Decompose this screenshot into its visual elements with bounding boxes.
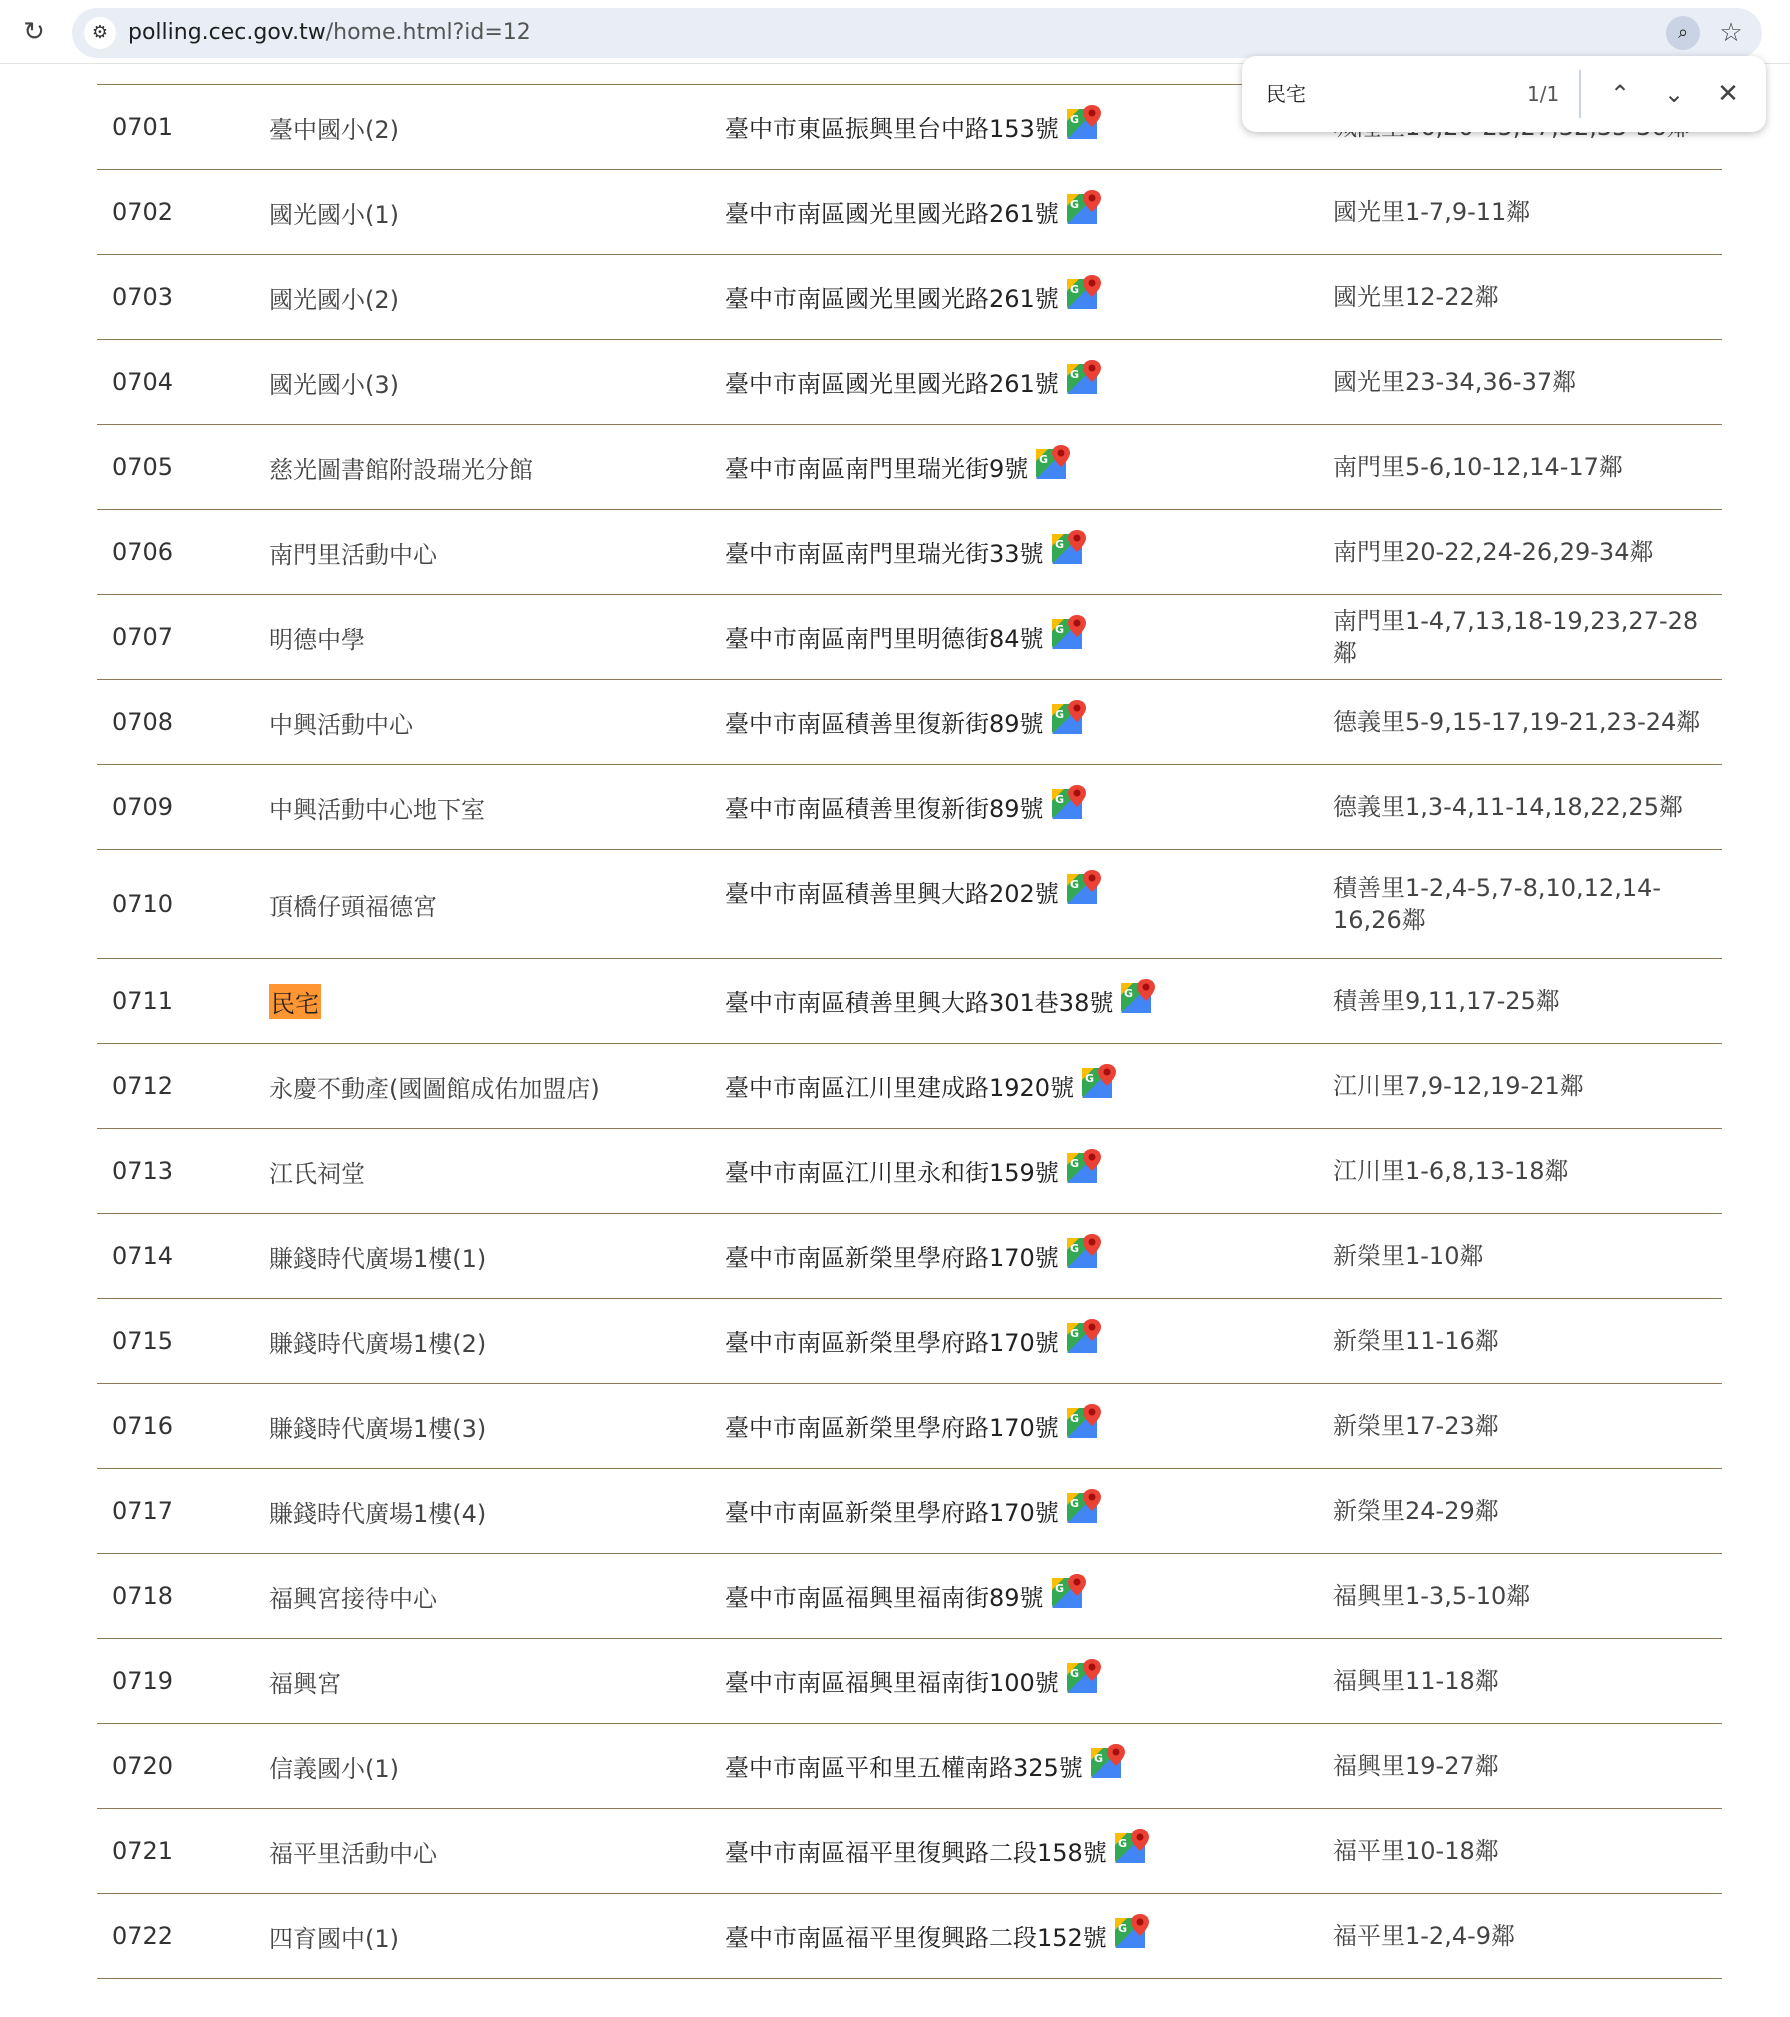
station-name <box>269 510 719 594</box>
station-address-text: 臺中市南區南門里明德街84號 <box>725 625 1044 653</box>
station-number: 0702 <box>112 198 174 226</box>
station-address <box>725 1214 1325 1298</box>
station-coverage: 江川里1-6,8,13-18鄰 <box>1333 1157 1569 1185</box>
station-address <box>725 1044 1325 1128</box>
station-number: 0703 <box>112 283 174 311</box>
station-name <box>269 1384 719 1468</box>
station-name-text: 賺錢時代廣場1樓(3) <box>269 1414 487 1443</box>
station-name <box>269 1894 719 1978</box>
station-coverage: 福興里1-3,5-10鄰 <box>1333 1582 1531 1610</box>
station-name <box>269 425 719 509</box>
svg-text:G: G <box>1117 1922 1127 1935</box>
station-number: 0709 <box>112 793 174 821</box>
station-address <box>725 1724 1325 1808</box>
station-name-text: 賺錢時代廣場1樓(4) <box>269 1499 487 1528</box>
station-name-text: 四育國中(1) <box>269 1924 399 1953</box>
table-row <box>97 1724 1722 1809</box>
google-maps-icon[interactable] <box>1050 783 1088 821</box>
station-name-text: 福平里活動中心 <box>269 1839 437 1868</box>
station-number: 0711 <box>112 987 174 1015</box>
station-name-text: 福興宮接待中心 <box>269 1584 437 1613</box>
station-address-text: 臺中市南區新榮里學府路170號 <box>725 1329 1059 1357</box>
station-number: 0715 <box>112 1327 174 1355</box>
station-coverage: 新榮里24-29鄰 <box>1333 1497 1499 1525</box>
svg-text:G: G <box>1069 1242 1079 1255</box>
chevron-up-icon: ⌃ <box>1609 80 1631 108</box>
station-address-text: 臺中市南區南門里瑞光街9號 <box>725 455 1029 483</box>
station-number: 0710 <box>112 890 174 918</box>
station-address-text: 臺中市南區新榮里學府路170號 <box>725 1499 1059 1527</box>
google-maps-icon[interactable] <box>1065 1147 1103 1185</box>
svg-text:G: G <box>1093 1752 1103 1765</box>
table-row <box>97 1894 1722 1979</box>
find-highlight: 民宅 <box>269 984 321 1019</box>
table-row <box>97 680 1722 765</box>
station-address <box>725 255 1325 339</box>
svg-text:G: G <box>1054 538 1064 551</box>
station-name-text: 賺錢時代廣場1樓(2) <box>269 1329 487 1358</box>
station-coverage: 南門里1-4,7,13,18-19,23,27-28鄰 <box>1333 607 1699 667</box>
table-row <box>97 1214 1722 1299</box>
station-number: 0707 <box>112 623 174 651</box>
table-row <box>97 595 1722 680</box>
svg-text:G: G <box>1069 1497 1079 1510</box>
station-name <box>269 850 719 958</box>
station-name <box>269 255 719 339</box>
station-address <box>725 1384 1325 1468</box>
table-row <box>97 425 1722 510</box>
station-address-text: 臺中市南區新榮里學府路170號 <box>725 1414 1059 1442</box>
station-coverage: 南門里20-22,24-26,29-34鄰 <box>1333 538 1654 566</box>
station-number: 0717 <box>112 1497 174 1525</box>
station-name-text: 南門里活動中心 <box>269 540 437 569</box>
station-name-text: 中興活動中心 <box>269 710 413 739</box>
station-address <box>725 1469 1325 1553</box>
google-maps-icon[interactable] <box>1065 1402 1103 1440</box>
station-address <box>725 1129 1325 1213</box>
svg-text:G: G <box>1117 1837 1127 1850</box>
svg-text:G: G <box>1039 453 1049 466</box>
station-name <box>269 1044 719 1128</box>
station-address <box>725 1554 1325 1638</box>
station-coverage: 積善里9,11,17-25鄰 <box>1333 987 1560 1015</box>
google-maps-icon[interactable] <box>1065 188 1103 226</box>
find-bar <box>1242 56 1766 132</box>
google-maps-icon[interactable] <box>1050 613 1088 651</box>
svg-text:G: G <box>1069 1667 1079 1680</box>
google-maps-icon[interactable] <box>1065 358 1103 396</box>
google-maps-icon[interactable] <box>1065 1317 1103 1355</box>
find-previous-button[interactable] <box>1600 74 1640 114</box>
svg-text:G: G <box>1054 708 1064 721</box>
station-address-text: 臺中市南區國光里國光路261號 <box>725 285 1059 313</box>
bookmark-star-icon[interactable]: ☆ <box>1719 18 1743 48</box>
google-maps-icon[interactable] <box>1065 1232 1103 1270</box>
station-name-text: 國光國小(1) <box>269 200 399 229</box>
station-number: 0705 <box>112 453 174 481</box>
station-address-text: 臺中市南區南門里瑞光街33號 <box>725 540 1044 568</box>
station-coverage: 國光里1-7,9-11鄰 <box>1333 198 1531 226</box>
station-number: 0720 <box>112 1752 174 1780</box>
table-row <box>97 1554 1722 1639</box>
station-coverage: 德義里1,3-4,11-14,18,22,25鄰 <box>1333 793 1683 821</box>
station-address <box>725 1639 1325 1723</box>
station-address <box>725 850 1325 958</box>
google-maps-icon[interactable] <box>1119 977 1157 1015</box>
station-address-text: 臺中市南區福興里福南街100號 <box>725 1669 1059 1697</box>
svg-text:G: G <box>1054 1582 1064 1595</box>
station-number: 0706 <box>112 538 174 566</box>
table-row <box>97 1299 1722 1384</box>
url-path: /home.html?id=12 <box>325 20 531 45</box>
google-maps-icon[interactable] <box>1080 1062 1118 1100</box>
table-row <box>97 1809 1722 1894</box>
station-name <box>269 1299 719 1383</box>
station-address-text: 臺中市南區江川里建成路1920號 <box>725 1074 1075 1102</box>
station-coverage: 積善里1-2,4-5,7-8,10,12,14-16,26鄰 <box>1333 874 1662 934</box>
google-maps-icon[interactable] <box>1050 698 1088 736</box>
station-number: 0721 <box>112 1837 174 1865</box>
station-number: 0708 <box>112 708 174 736</box>
find-input[interactable]: 民宅 <box>1266 82 1306 106</box>
station-address <box>725 765 1325 849</box>
svg-text:G: G <box>1069 878 1079 891</box>
table-row <box>97 170 1722 255</box>
station-name-text: 賺錢時代廣場1樓(1) <box>269 1244 487 1273</box>
station-address-text: 臺中市南區國光里國光路261號 <box>725 370 1059 398</box>
station-name <box>269 680 719 764</box>
table-row <box>97 510 1722 595</box>
find-divider <box>1579 70 1581 118</box>
station-address-text: 臺中市南區積善里復新街89號 <box>725 710 1044 738</box>
station-name-text: 永慶不動產(國圖館成佑加盟店) <box>269 1074 600 1103</box>
table-row <box>97 1129 1722 1214</box>
station-number: 0718 <box>112 1582 174 1610</box>
station-coverage: 福平里10-18鄰 <box>1333 1837 1499 1865</box>
station-number <box>112 64 252 84</box>
station-address <box>725 510 1325 594</box>
station-name-text: 江氏祠堂 <box>269 1159 365 1188</box>
station-address <box>725 680 1325 764</box>
station-address-text: 臺中市南區國光里國光路261號 <box>725 200 1059 228</box>
station-address-text: 臺中市南區新榮里學府路170號 <box>725 1244 1059 1272</box>
station-coverage: 江川里7,9-12,19-21鄰 <box>1333 1072 1584 1100</box>
table-row <box>97 1469 1722 1554</box>
google-maps-icon[interactable] <box>1065 1487 1103 1525</box>
google-maps-icon[interactable] <box>1065 868 1103 906</box>
station-name-text: 國光國小(3) <box>269 370 399 399</box>
svg-text:G: G <box>1069 1327 1079 1340</box>
station-address-text: 臺中市南區平和里五權南路325號 <box>725 1754 1083 1782</box>
find-next-button[interactable] <box>1654 74 1694 114</box>
station-name-text: 信義國小(1) <box>269 1754 399 1783</box>
station-address <box>725 64 1325 84</box>
svg-text:G: G <box>1069 283 1079 296</box>
station-name <box>269 765 719 849</box>
table-row <box>97 850 1722 959</box>
station-coverage: 南門里5-6,10-12,14-17鄰 <box>1333 453 1623 481</box>
station-name <box>269 1809 719 1893</box>
google-maps-icon[interactable] <box>1113 1912 1151 1950</box>
table-row <box>97 340 1722 425</box>
station-number: 0704 <box>112 368 174 396</box>
svg-text:G: G <box>1069 113 1079 126</box>
reload-icon[interactable]: ↻ <box>23 17 45 47</box>
station-address <box>725 170 1325 254</box>
station-coverage: 新榮里17-23鄰 <box>1333 1412 1499 1440</box>
table-row <box>97 1384 1722 1469</box>
station-name <box>269 595 719 679</box>
station-name <box>269 1639 719 1723</box>
station-address <box>725 595 1325 679</box>
station-name-text: 慈光圖書館附設瑞光分館 <box>269 455 533 484</box>
station-address <box>725 1894 1325 1978</box>
svg-text:G: G <box>1054 793 1064 806</box>
station-coverage: 國光里23-34,36-37鄰 <box>1333 368 1577 396</box>
station-address-text: 臺中市南區福興里福南街89號 <box>725 1584 1044 1612</box>
find-match-count: 1/1 <box>1527 82 1560 106</box>
station-address <box>725 85 1325 169</box>
station-name <box>269 1214 719 1298</box>
google-maps-icon[interactable] <box>1089 1742 1127 1780</box>
station-address-text: 臺中市南區福平里復興路二段158號 <box>725 1839 1107 1867</box>
google-maps-icon[interactable] <box>1065 273 1103 311</box>
station-name-text: 頂橋仔頭福德宮 <box>269 892 437 921</box>
google-maps-icon[interactable] <box>1050 528 1088 566</box>
station-address-text: 臺中市南區江川里永和街159號 <box>725 1159 1059 1187</box>
station-number: 0701 <box>112 113 174 141</box>
station-coverage: 福平里1-2,4-9鄰 <box>1333 1922 1516 1950</box>
station-coverage: 德義里5-9,15-17,19-21,23-24鄰 <box>1333 708 1701 736</box>
url-host: polling.cec.gov.tw <box>128 20 326 45</box>
station-coverage: 新榮里1-10鄰 <box>1333 1242 1484 1270</box>
station-address <box>725 340 1325 424</box>
google-maps-icon[interactable] <box>1034 443 1072 481</box>
station-address-text: 臺中市南區積善里復新街89號 <box>725 795 1044 823</box>
station-name-text: 臺中國小(2) <box>269 115 399 144</box>
close-icon: ✕ <box>1717 79 1739 109</box>
station-name <box>269 170 719 254</box>
station-coverage: 福興里11-18鄰 <box>1333 1667 1499 1695</box>
page-content <box>0 64 1790 2017</box>
google-maps-icon[interactable] <box>1065 1657 1103 1695</box>
table-row <box>97 1639 1722 1724</box>
svg-text:G: G <box>1069 198 1079 211</box>
station-address-text: 臺中市南區積善里興大路202號 <box>725 880 1059 908</box>
station-address <box>725 1809 1325 1893</box>
chevron-down-icon: ⌄ <box>1663 80 1685 108</box>
station-address-text: 臺中市東區振興里台中路153號 <box>725 115 1059 143</box>
station-address-text: 臺中市南區積善里興大路301巷38號 <box>725 989 1114 1017</box>
find-close-button[interactable] <box>1708 74 1748 114</box>
station-number: 0722 <box>112 1922 174 1950</box>
station-coverage: 新榮里11-16鄰 <box>1333 1327 1499 1355</box>
svg-text:G: G <box>1085 1072 1095 1085</box>
station-address <box>725 425 1325 509</box>
svg-text:G: G <box>1069 368 1079 381</box>
table-row <box>97 255 1722 340</box>
table-row <box>97 1044 1722 1129</box>
station-name <box>269 1554 719 1638</box>
page-search-icon[interactable]: ⌕ <box>1666 16 1700 50</box>
station-number: 0716 <box>112 1412 174 1440</box>
google-maps-icon[interactable] <box>1113 1827 1151 1865</box>
station-name <box>269 64 719 84</box>
station-address-text: 臺中市南區福平里復興路二段152號 <box>725 1924 1107 1952</box>
station-name <box>269 959 719 1043</box>
station-name-text: 明德中學 <box>269 625 365 654</box>
station-coverage: 福興里19-27鄰 <box>1333 1752 1499 1780</box>
svg-text:G: G <box>1054 623 1064 636</box>
station-name <box>269 1129 719 1213</box>
site-info-icon[interactable]: ⚙ <box>84 17 116 49</box>
google-maps-icon[interactable] <box>1065 103 1103 141</box>
browser-toolbar <box>0 0 1790 64</box>
station-number: 0712 <box>112 1072 174 1100</box>
station-name <box>269 1724 719 1808</box>
station-number: 0713 <box>112 1157 174 1185</box>
station-name-text: 國光國小(2) <box>269 285 399 314</box>
station-name-text: 中興活動中心地下室 <box>269 795 485 824</box>
station-address <box>725 1299 1325 1383</box>
table-row <box>97 959 1722 1044</box>
google-maps-icon[interactable] <box>1050 1572 1088 1610</box>
station-name <box>269 340 719 424</box>
station-address <box>725 959 1325 1043</box>
station-coverage: 國光里12-22鄰 <box>1333 283 1499 311</box>
address-bar[interactable] <box>72 8 1762 58</box>
table-row <box>97 765 1722 850</box>
station-name-text: 福興宮 <box>269 1669 341 1698</box>
svg-text:G: G <box>1124 987 1134 1000</box>
station-number: 0714 <box>112 1242 174 1270</box>
station-number: 0719 <box>112 1667 174 1695</box>
polling-station-table <box>97 64 1722 1979</box>
station-name <box>269 85 719 169</box>
svg-text:G: G <box>1069 1157 1079 1170</box>
url-text[interactable] <box>128 8 531 58</box>
svg-text:G: G <box>1069 1412 1079 1425</box>
station-name <box>269 1469 719 1553</box>
